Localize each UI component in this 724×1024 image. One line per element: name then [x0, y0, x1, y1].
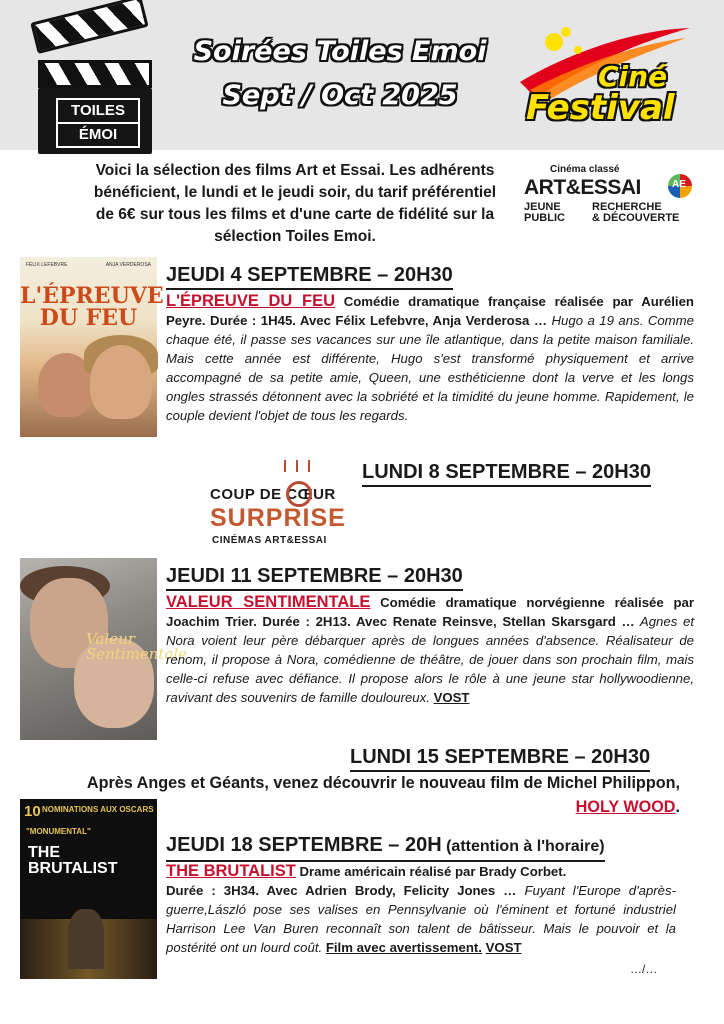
cdc-cinemas: CINÉMAS ART&ESSAI — [212, 535, 327, 546]
header-band — [0, 0, 724, 150]
cdc-line1-b: ŒUR — [297, 486, 336, 503]
clapper-stick — [30, 0, 148, 54]
art-essai-small: Cinéma classé — [550, 164, 620, 175]
event-heading: JEUDI 4 SEPTEMBRE – 20H30 — [166, 263, 453, 290]
art-essai-big: ART&ESSAI — [524, 176, 641, 199]
poster-cast — [26, 262, 151, 268]
intro-text: Voici la sélection des films Art et Essai. Les adhérents bénéficient, le lundi et le jeudi soir, du tarif préférentiel de 6€ sur tous les films et d'une carte de fidélité sur la sélection Toiles Emoi. — [93, 162, 497, 245]
film-info: Comédie dramatique norvégienne réalisée par Joachim Trier. Durée : 2H13. Avec Renate Reinsve, Stellan Skarsgard … — [166, 595, 694, 629]
film-synopsis: Hugo a 19 ans. Comme chaque été, il passe ses vacances sur une île atlantique, dans la petite maison familiale. Mais cette année est différente, Hugo s'est transformé physiquement et arrive accompagné de sa petite amie, Queen, une esthéticienne dont la verve et les longs ongles strassés détonnent avec la sobriété et la timidité du jeune homme. Rapidement, le couple devient l'objet de tous les regards. — [166, 313, 694, 423]
coup-de-coeur-logo — [206, 460, 358, 548]
film-title: HOLY WOOD — [575, 798, 676, 816]
poster-title-2: BRUTALIST — [28, 860, 118, 877]
poster-valeur-sentimentale — [20, 558, 188, 740]
poster-the-brutalist — [20, 799, 157, 979]
cdc-surprise: SURPRISE — [210, 504, 346, 532]
title-line2: Sept / Oct 2025 — [222, 80, 458, 111]
film-info: Comédie dramatique française réalisée par Aurélien Peyre. Durée : 1H45. Avec Félix Lefebvre, Anja Verderosa … — [166, 294, 694, 328]
cdc-line1 — [210, 486, 336, 503]
public-text: PUBLIC — [524, 212, 565, 224]
event-heading: JEUDI 11 SEPTEMBRE – 20H30 — [166, 564, 463, 591]
event-heading-main: JEUDI 18 SEPTEMBRE – 20H — [166, 834, 442, 856]
label-jeune-public — [524, 202, 565, 224]
clapper-bar — [38, 60, 152, 88]
recherche-text: RECHERCHE — [592, 201, 662, 213]
vost-tag: VOST — [433, 690, 470, 705]
poster-cast-1: FÉLIX LEFEBVRE — [26, 262, 68, 268]
art-essai-logo — [520, 164, 692, 228]
poster-title-1: THE — [28, 844, 60, 861]
vost-tag: VOST — [485, 940, 522, 955]
poster-cast-2: ANJA VERDEROSA — [105, 262, 151, 268]
poster-nominations: NOMINATIONS AUX OSCARS — [42, 805, 154, 814]
poster-figure — [68, 909, 104, 969]
page-title — [160, 30, 520, 118]
event-heading: LUNDI 15 SEPTEMBRE – 20H30 — [350, 745, 650, 772]
poster-quote: "MONUMENTAL" — [26, 827, 91, 836]
event-text-after: . — [675, 798, 680, 816]
festival-word-festival: Festival — [526, 88, 675, 128]
decouverte-text: & DÉCOUVERTE — [592, 212, 680, 224]
event-heading-note: (attention à l'horaire) — [441, 838, 605, 855]
film-synopsis: Fuyant l'Europe d'après-guerre,László pose ses valises en Pennsylvanie où l'éminent et fortuné industriel Harrison Lee Van Buren reconnaît son talent de bâtisseur. Mais le pouvoir et la postérité ont un lourd coût. — [166, 883, 677, 955]
poster-epreuve-du-feu — [20, 257, 164, 437]
cdc-line1-a: COUP DE C — [210, 486, 298, 503]
film-title: L'ÉPREUVE DU FEU — [166, 292, 335, 310]
event-text — [68, 771, 680, 819]
film-info: Drame américain réalisé par Brady Corbet. — [295, 864, 567, 879]
cine-festival-logo — [516, 20, 696, 132]
event-heading — [166, 833, 605, 862]
film-synopsis: Agnes et Nora voient leur père débarquer après de longues années d'absence. Réalisateur de renom, il propose à Nora, comédienne de théâtre, de jouer dans son prochain film, mais celle-ci refuse avec défiance. Il propose alors le rôle à une jeune star hollywoodienne, ravivant des souvenirs de famille douloureux. — [166, 614, 695, 705]
poster-title — [20, 283, 164, 331]
art-essai-badge-icon — [668, 174, 692, 198]
poster-badge: 10 — [24, 803, 41, 820]
clapper-label — [56, 98, 140, 144]
badge-text: AE — [672, 179, 686, 190]
clapper-label-line1: TOILES — [56, 98, 140, 124]
poster-title-1: Valeur — [86, 630, 135, 648]
label-recherche — [592, 202, 679, 224]
continuation-mark: …/… — [630, 962, 658, 976]
poster-title-1: L'ÉPREUVE — [20, 283, 164, 309]
warning-text: Film avec avertissement. — [325, 940, 482, 955]
poster-title-2: Sentimentale — [86, 645, 188, 663]
jeune-text: JEUNE — [524, 201, 561, 213]
clapper-label-line2: ÉMOI — [56, 124, 140, 148]
cdc-bars-icon — [284, 460, 312, 472]
film-title: VALEUR SENTIMENTALE — [166, 593, 371, 611]
event-description — [166, 593, 694, 707]
clapperboard-logo — [32, 16, 150, 142]
event-description — [166, 862, 676, 957]
poster-title — [28, 845, 117, 877]
poster-title-2: DU FEU — [39, 305, 138, 331]
title-line1: Soirées Toiles Emoi — [193, 36, 487, 67]
event-heading: LUNDI 8 SEPTEMBRE – 20H30 — [362, 460, 651, 487]
film-info-2: Durée : 3H34. Avec Adrien Brody, Felicity Jones … — [166, 883, 517, 898]
poster-figure — [90, 345, 152, 419]
film-title: THE BRUTALIST — [166, 862, 296, 880]
event-description — [166, 292, 694, 425]
event-text-before: Après Anges et Géants, venez découvrir le nouveau film de Michel Philippon, — [86, 774, 680, 792]
festival-word-cine: Ciné — [598, 60, 668, 93]
